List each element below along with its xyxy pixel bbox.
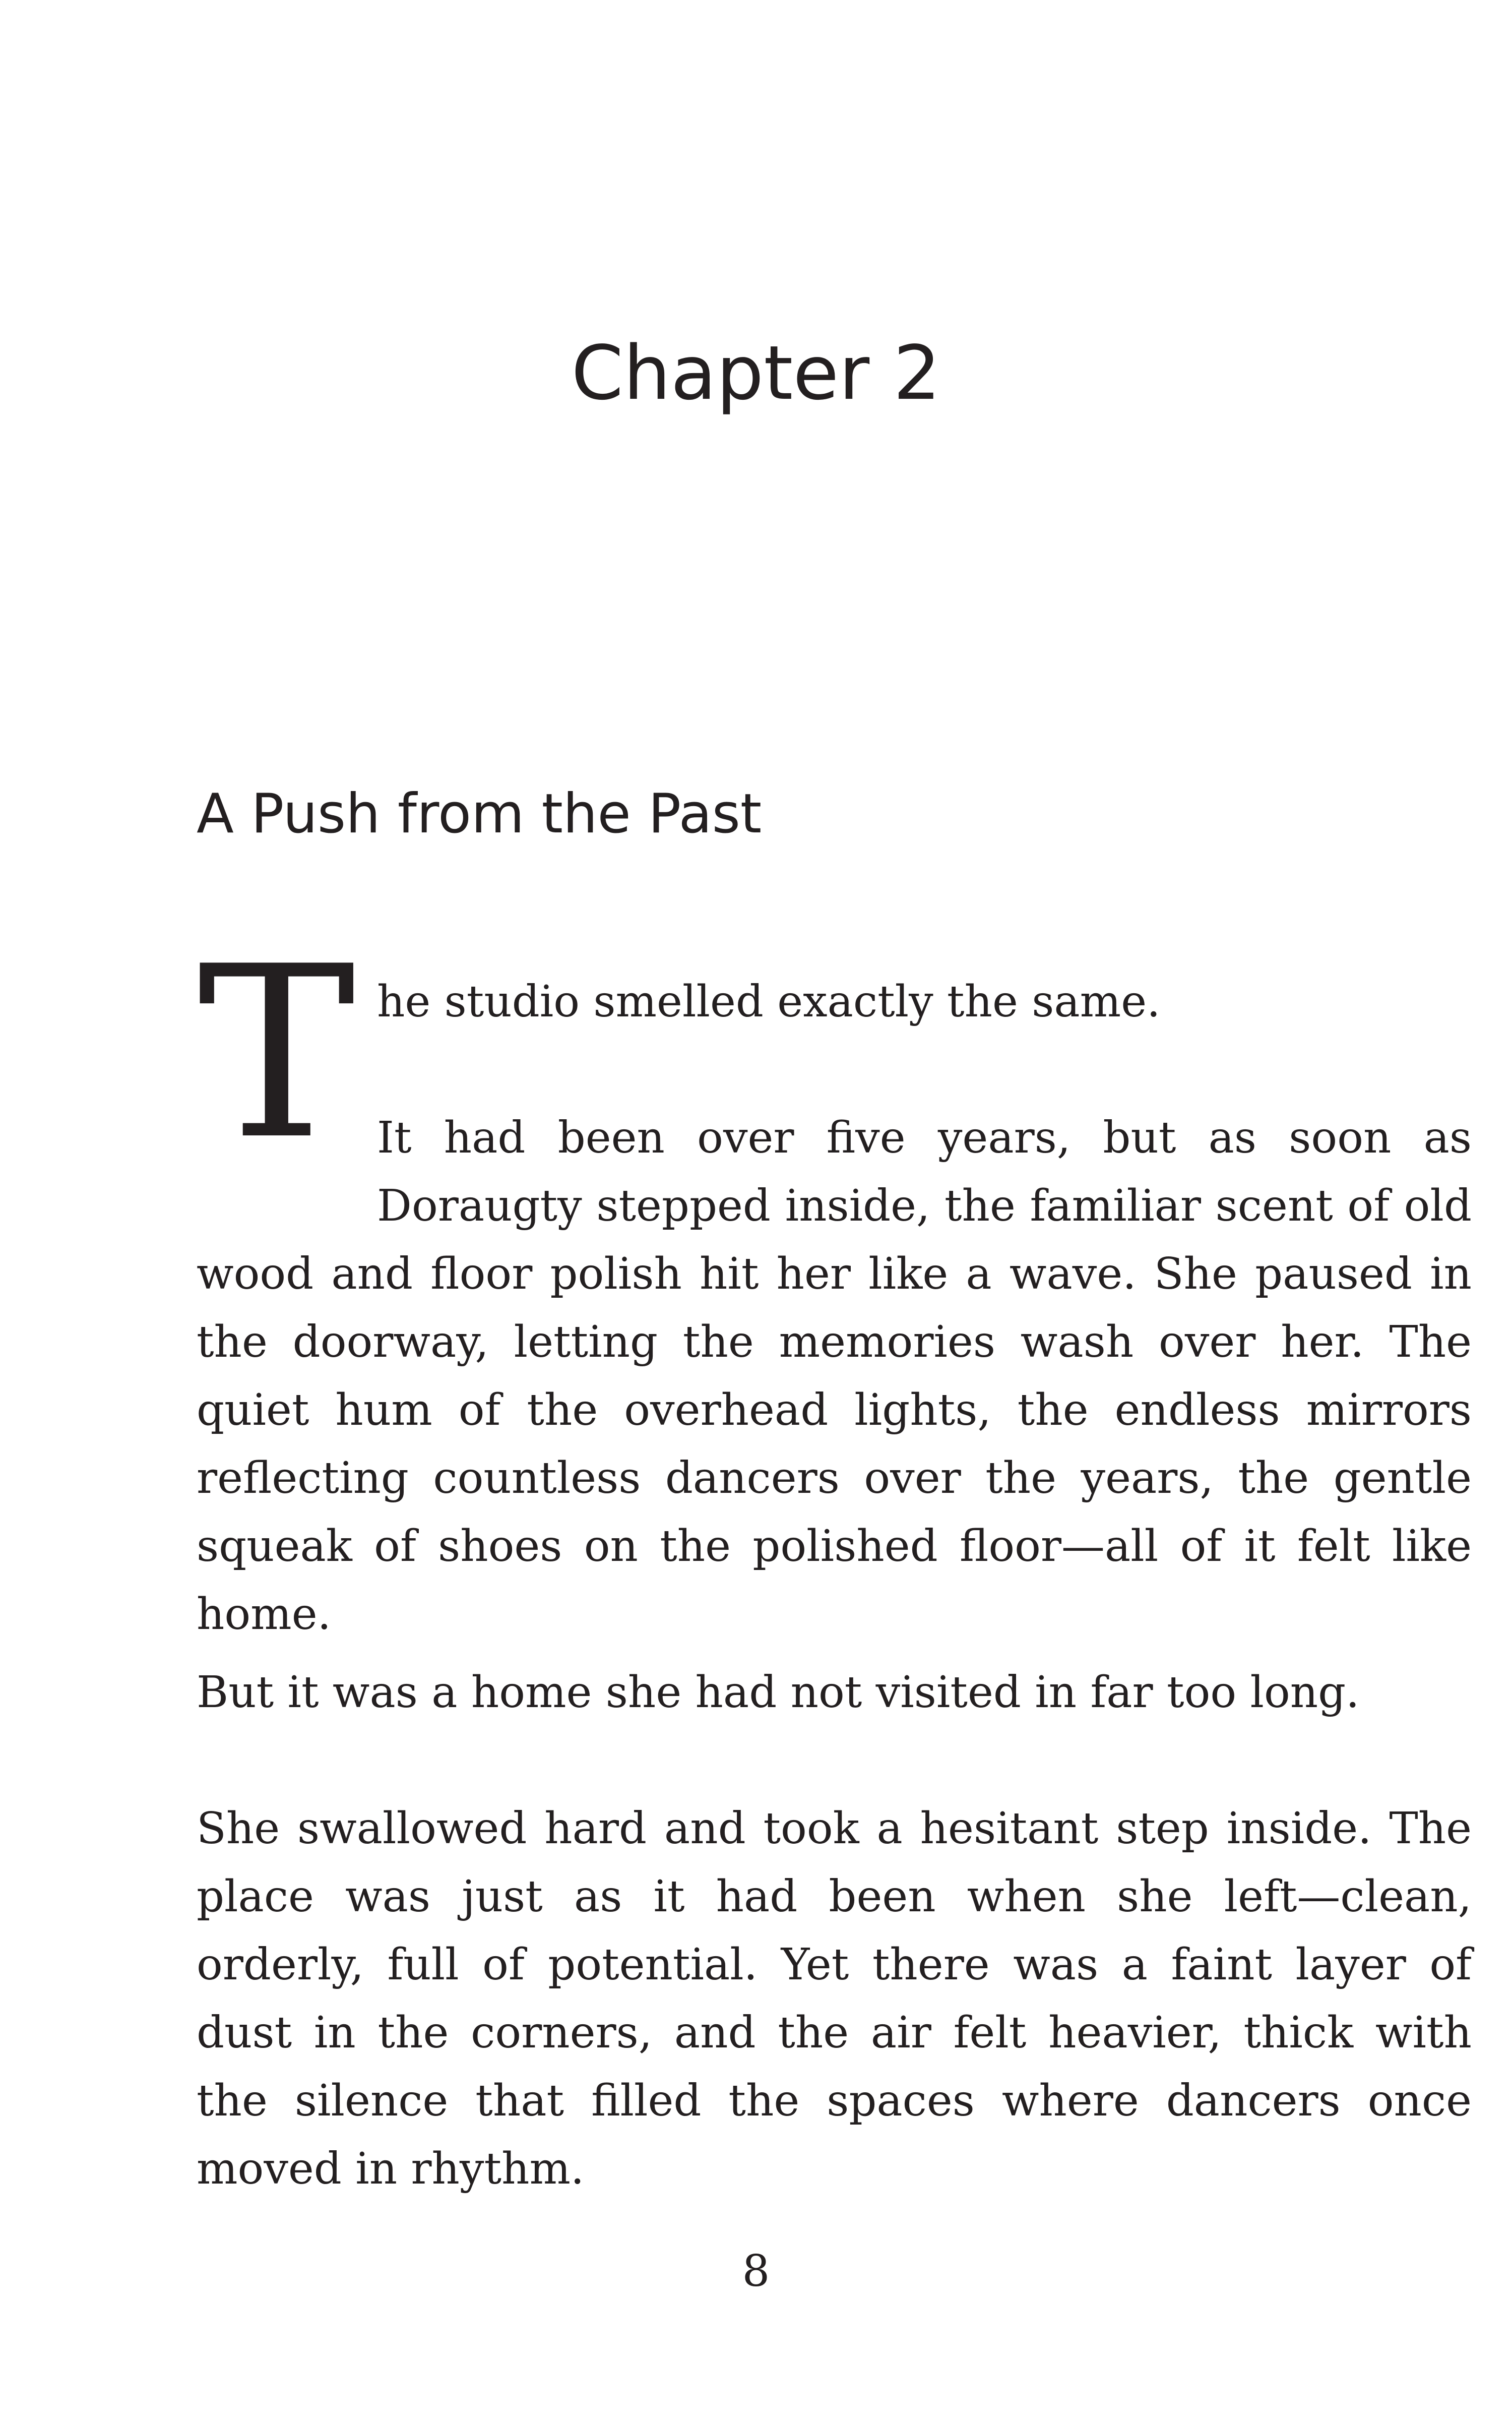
paragraph-3: She swallowed hard and took a hesitant step inside. The place was just as it had been when she left—clean, orderly, full of potential. Yet there was a faint layer of dust in the corners, and the air felt heavier, thick with the silence that filled the spaces where dancers once moved in rhythm.	[197, 1803, 1472, 2194]
drop-cap-indent-spacer	[197, 1104, 377, 1240]
page-number: 8	[742, 2246, 770, 2296]
opening-line: he studio smelled exactly the same.	[377, 977, 1161, 1027]
paragraph-2: But it was a home she had not visited in far too long.	[197, 1667, 1360, 1718]
paragraph-1: It had been over five years, but as soon as Doraugty stepped inside, the familiar scent of old wood and floor polish hit her like a wave. She paused in the doorway, letting the memories wash over her. The quiet hum of the overhead lights, the endless mirrors reflecting countless dancers over the years, the gentle squeak of shoes on the polished floor—all of it felt like home.	[197, 1113, 1472, 1640]
paragraph-1-block	[197, 1104, 1472, 1649]
chapter-title: Chapter 2	[571, 330, 941, 416]
section-title: A Push from the Past	[197, 782, 762, 845]
drop-cap: T	[198, 916, 356, 1191]
